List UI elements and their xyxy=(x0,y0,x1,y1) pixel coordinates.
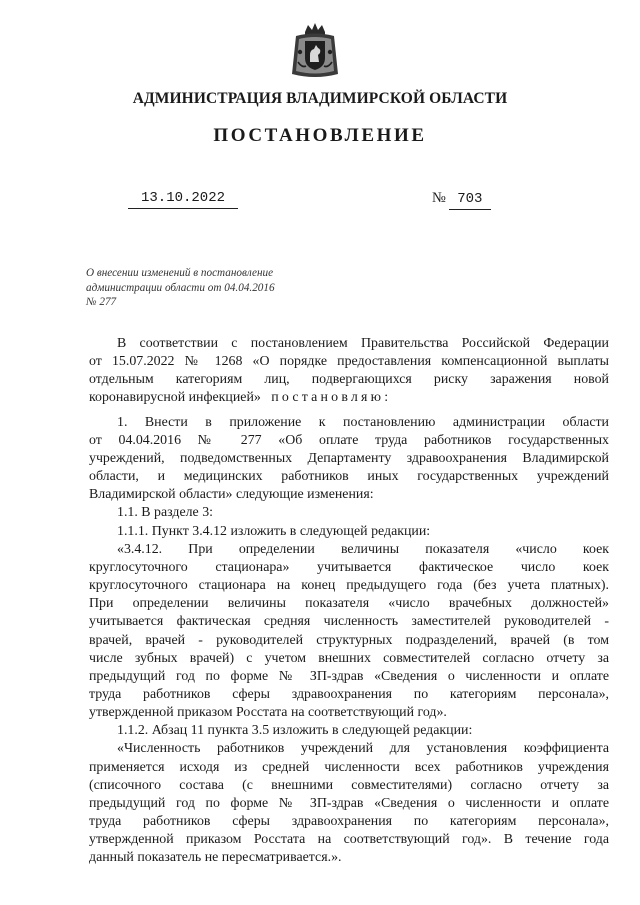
body-line: труда работников сферы здравоохранения по категориям персонала», xyxy=(89,814,609,830)
document-date: 13.10.2022 xyxy=(128,190,238,209)
body-line: учреждений, подведомственных Департаменту здравоохранения Владимирской xyxy=(89,450,609,466)
number-value: 703 xyxy=(449,191,491,210)
body-line-text: коронавирусной инфекцией» xyxy=(89,390,261,406)
body-line: В соответствии с постановлением Правительства Российской Федерации xyxy=(117,336,609,351)
body-line: утвержденной приказом Росстата на соответствующий год». В течение года xyxy=(89,832,609,848)
body-line: применяется исходя из средней численности всех работников учреждения xyxy=(89,759,609,775)
body-line: числе зубных врачей) с учетом внешних совместителей согласно отчету за xyxy=(89,650,609,666)
body-line: 1.1.1. Пункт 3.4.12 изложить в следующей редакции: xyxy=(117,523,431,539)
document-type-title: ПОСТАНОВЛЕНИЕ xyxy=(213,125,427,146)
body-line: круглосуточного стационара на конец предыдущего года (без учета платных). xyxy=(89,578,609,594)
body-line: учитывается фактическая средняя численность заместителей руководителей - xyxy=(89,614,609,630)
body-line: от 04.04.2016 № 277 «Об оплате труда работников государственных xyxy=(89,432,609,448)
body-line: данный показатель не пересматривается.». xyxy=(89,850,342,866)
document-body xyxy=(89,335,609,868)
body-line: 1.1. В разделе 3: xyxy=(117,505,213,521)
document-subject xyxy=(86,266,346,310)
body-line: труда работников сферы здравоохранения по категориям персонала», xyxy=(89,686,609,702)
coat-of-arms-icon xyxy=(288,22,342,80)
document-number xyxy=(432,190,491,210)
body-line: от 15.07.2022 № 1268 «О порядке предоставления компенсационной выплаты xyxy=(89,354,609,370)
body-line: (списочного состава (с внешними совместителями) согласно отчету за xyxy=(89,777,609,793)
body-line: 1. Внести в приложение к постановлению администрации области xyxy=(117,414,609,430)
body-line: предыдущий год по форме № ЗП-здрав «Сведения о численности и оплате xyxy=(89,795,609,811)
body-line: круглосуточного стационара» учитывается фактическое число коек xyxy=(89,559,609,575)
body-line: 1.1.2. Абзац 11 пункта 3.5 изложить в следующей редакции: xyxy=(117,723,473,739)
organization-title: АДМИНИСТРАЦИЯ ВЛАДИМИРСКОЙ ОБЛАСТИ xyxy=(132,90,508,107)
body-line: «3.4.12. При определении величины показателя «число коек xyxy=(117,541,609,557)
body-line: Владимирской области» следующие изменения: xyxy=(89,487,374,503)
body-line: врачей, врачей - руководителей структурных подразделений, врачей (в том xyxy=(89,632,609,648)
body-line: области, и медицинских работников иных государственных учреждений xyxy=(89,469,609,485)
subject-line: О внесении изменений в постановление xyxy=(86,267,274,279)
body-line: предыдущий год по форме № ЗП-здрав «Сведения о численности и оплате xyxy=(89,668,609,684)
subject-line: администрации области от 04.04.2016 xyxy=(86,281,275,294)
body-line: «Численность работников учреждений для установления коэффициента xyxy=(117,741,609,757)
body-line: отдельным категориям лиц, подвергающихся риску заражения новой xyxy=(89,372,609,388)
body-line: утвержденной приказом Росстата на соответствующий год». xyxy=(89,705,447,721)
decree-word: постановляю: xyxy=(271,390,392,406)
body-line xyxy=(89,389,609,407)
number-sign: № xyxy=(432,190,446,206)
subject-line: № 277 xyxy=(86,296,117,308)
body-line: При определении величины показателя «число врачебных должностей» xyxy=(89,596,609,612)
